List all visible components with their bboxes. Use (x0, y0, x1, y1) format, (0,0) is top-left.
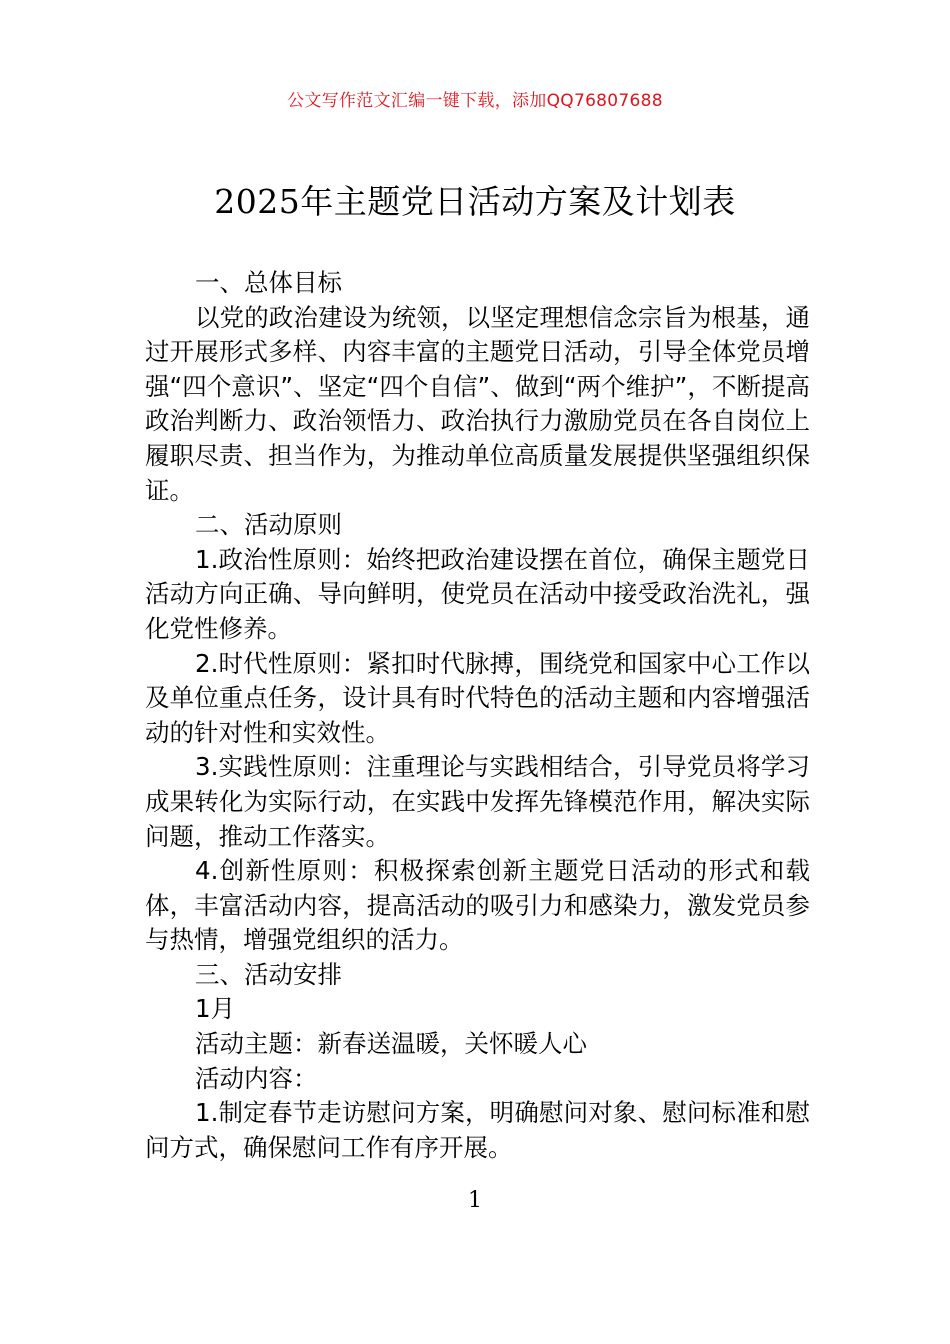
activity-theme: 活动主题：新春送温暖，关怀暖人心 (195, 1029, 587, 1059)
activity-content-label: 活动内容： (195, 1063, 318, 1093)
activity-content-item: 1.制定春节走访慰问方案，明确慰问对象、慰问标准和慰问方式，确保慰问工作有序开展。 (145, 1098, 810, 1162)
document-title: 2025年主题党日活动方案及计划表 (214, 182, 736, 221)
document-body (145, 266, 810, 1165)
paragraph-goals: 以党的政治建设为统领，以坚定理想信念宗旨为根基，通过开展形式多样、内容丰富的主题党日活动，引导全体党员增强“四个意识”、坚定“四个自信”、做到“两个维护”，不断提高政治判断力、政治领悟力、政治执行力激励党员在各自岗位上履职尽责、担当作为，为推动单位高质量发展提供坚强组织保证。 (145, 302, 810, 505)
principle-item: 3.实践性原则：注重理论与实践相结合，引导党员将学习成果转化为实际行动，在实践中发挥先锋模范作用，解决实际问题，推动工作落实。 (145, 752, 810, 851)
page-number: 1 (468, 1188, 482, 1213)
section-heading-schedule: 三、活动安排 (195, 959, 342, 989)
section-heading-goals: 一、总体目标 (195, 268, 342, 297)
schedule-month: 1月 (195, 994, 236, 1024)
principle-item: 1.政治性原则：始终把政治建设摆在首位，确保主题党日活动方向正确、导向鲜明，使党员在活动中接受政治洗礼，强化党性修养。 (145, 544, 810, 643)
section-heading-principles: 二、活动原则 (195, 510, 342, 540)
principle-item: 4.创新性原则：积极探索创新主题党日活动的形式和载体，丰富活动内容，提高活动的吸引力和感染力，激发党员参与热情，增强党组织的活力。 (145, 856, 810, 955)
download-banner-text: 公文写作范文汇编一键下载，添加QQ76807688 (287, 91, 663, 111)
principle-item: 2.时代性原则：紧扣时代脉搏，围绕党和国家中心工作以及单位重点任务，设计具有时代特色的活动主题和内容增强活动的针对性和实效性。 (145, 648, 810, 747)
